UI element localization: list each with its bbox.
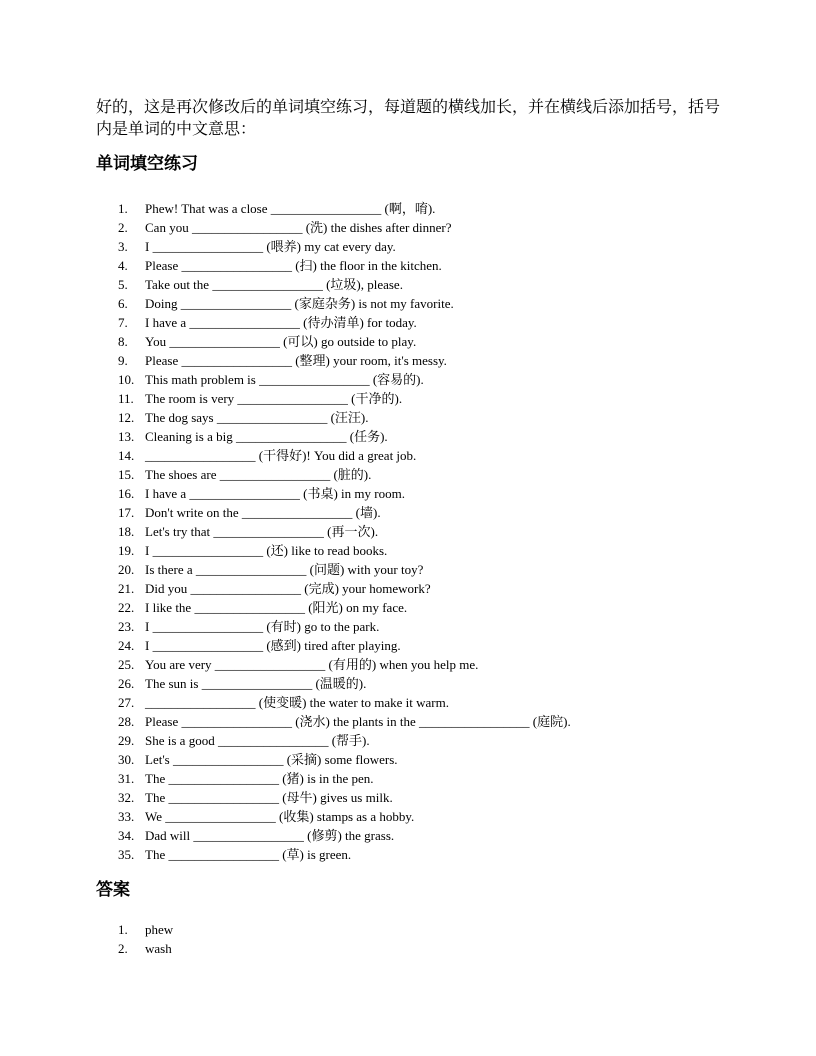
item-text: Can you _________________ (洗) the dishes after dinner? — [145, 220, 452, 235]
item-number: 7. — [118, 315, 128, 330]
item-number: 22. — [118, 600, 135, 615]
item-text: wash — [145, 941, 172, 956]
item-text: Please _________________ (扫) the floor in the kitchen. — [145, 258, 442, 273]
question-item — [96, 674, 728, 693]
item-text: I have a _________________ (待办清单) for today. — [145, 315, 417, 330]
item-number: 33. — [118, 809, 135, 824]
item-number: 31. — [118, 771, 135, 786]
question-item — [96, 370, 728, 389]
item-number: 1. — [118, 201, 128, 216]
question-item — [96, 579, 728, 598]
item-text: Dad will _________________ (修剪) the grass. — [145, 828, 395, 843]
question-item — [96, 750, 728, 769]
item-text: Did you _________________ (完成) your homework? — [145, 581, 431, 596]
item-number: 9. — [118, 353, 128, 368]
item-number: 2. — [118, 941, 128, 956]
item-number: 17. — [118, 505, 135, 520]
answer-item — [96, 920, 728, 939]
item-number: 12. — [118, 410, 135, 425]
question-item — [96, 655, 728, 674]
question-item — [96, 218, 728, 237]
item-number: 2. — [118, 220, 128, 235]
question-item — [96, 351, 728, 370]
item-text: This math problem is _________________ (容易的). — [145, 372, 424, 387]
item-number: 30. — [118, 752, 135, 767]
item-number: 3. — [118, 239, 128, 254]
question-item — [96, 560, 728, 579]
item-number: 11. — [118, 391, 134, 406]
item-text: Phew! That was a close _________________ (啊，唷). — [145, 201, 436, 216]
item-text: Please _________________ (整理) your room, it's messy. — [145, 353, 447, 368]
item-text: The shoes are _________________ (脏的). — [145, 467, 372, 482]
item-number: 26. — [118, 676, 135, 691]
item-text: The _________________ (母牛) gives us milk. — [145, 790, 393, 805]
question-item — [96, 693, 728, 712]
item-text: You _________________ (可以) go outside to play. — [145, 334, 417, 349]
question-item — [96, 826, 728, 845]
item-text: The sun is _________________ (温暖的). — [145, 676, 367, 691]
question-item — [96, 446, 728, 465]
item-text: The room is very _________________ (干净的). — [145, 391, 403, 406]
item-number: 5. — [118, 277, 128, 292]
item-number: 18. — [118, 524, 135, 539]
item-text: I _________________ (还) like to read books. — [145, 543, 388, 558]
exercise-title: 单词填空练习 — [96, 154, 198, 173]
item-text: Please _________________ (浇水) the plants in the _________________ (庭院). — [145, 714, 571, 729]
item-number: 15. — [118, 467, 135, 482]
item-number: 24. — [118, 638, 135, 653]
intro-paragraph: 好的，这是再次修改后的单词填空练习，每道题的横线加长，并在横线后添加括号，括号内是单词的中文意思： — [96, 99, 721, 138]
question-item — [96, 294, 728, 313]
question-item — [96, 731, 728, 750]
question-item — [96, 484, 728, 503]
item-number: 19. — [118, 543, 135, 558]
question-item — [96, 845, 728, 864]
item-number: 13. — [118, 429, 135, 444]
item-text: She is a good _________________ (帮手). — [145, 733, 370, 748]
item-number: 16. — [118, 486, 135, 501]
answer-item — [96, 939, 728, 958]
question-item — [96, 275, 728, 294]
item-number: 4. — [118, 258, 128, 273]
item-text: _________________ (使变暖) the water to make it warm. — [145, 695, 449, 710]
question-item — [96, 617, 728, 636]
question-item — [96, 199, 728, 218]
item-text: We _________________ (收集) stamps as a hobby. — [145, 809, 415, 824]
item-text: Don't write on the _________________ (墙). — [145, 505, 381, 520]
item-number: 34. — [118, 828, 135, 843]
question-item — [96, 712, 728, 731]
item-number: 27. — [118, 695, 135, 710]
item-text: I _________________ (感到) tired after playing. — [145, 638, 401, 653]
item-number: 28. — [118, 714, 135, 729]
item-number: 35. — [118, 847, 135, 862]
question-item — [96, 503, 728, 522]
question-item — [96, 522, 728, 541]
item-text: I _________________ (有时) go to the park. — [145, 619, 380, 634]
item-number: 8. — [118, 334, 128, 349]
item-text: I _________________ (喂养) my cat every day. — [145, 239, 396, 254]
question-item — [96, 636, 728, 655]
item-text: The _________________ (猪) is in the pen. — [145, 771, 374, 786]
item-text: Take out the _________________ (垃圾), please. — [145, 277, 403, 292]
item-text: Is there a _________________ (问题) with your toy? — [145, 562, 424, 577]
item-text: Doing _________________ (家庭杂务) is not my favorite. — [145, 296, 454, 311]
item-text: _________________ (干得好)! You did a great job. — [145, 448, 417, 463]
question-item — [96, 465, 728, 484]
item-number: 1. — [118, 922, 128, 937]
question-item — [96, 598, 728, 617]
item-text: phew — [145, 922, 174, 937]
item-number: 10. — [118, 372, 135, 387]
item-number: 29. — [118, 733, 135, 748]
item-number: 20. — [118, 562, 135, 577]
question-item — [96, 389, 728, 408]
item-number: 14. — [118, 448, 135, 463]
item-text: You are very _________________ (有用的) when you help me. — [145, 657, 479, 672]
item-text: Let's try that _________________ (再一次). — [145, 524, 379, 539]
question-item — [96, 313, 728, 332]
item-number: 23. — [118, 619, 135, 634]
item-text: I like the _________________ (阳光) on my face. — [145, 600, 408, 615]
answer-list — [96, 920, 728, 958]
item-number: 32. — [118, 790, 135, 805]
question-item — [96, 408, 728, 427]
question-item — [96, 256, 728, 275]
item-text: Let's _________________ (采摘) some flowers. — [145, 752, 398, 767]
item-text: The dog says _________________ (汪汪). — [145, 410, 369, 425]
answers-title: 答案 — [96, 880, 130, 899]
question-item — [96, 541, 728, 560]
question-list — [96, 199, 728, 864]
item-text: Cleaning is a big _________________ (任务). — [145, 429, 388, 444]
question-item — [96, 427, 728, 446]
item-text: I have a _________________ (书桌) in my room. — [145, 486, 405, 501]
question-item — [96, 769, 728, 788]
question-item — [96, 332, 728, 351]
question-item — [96, 788, 728, 807]
item-number: 21. — [118, 581, 135, 596]
item-text: The _________________ (草) is green. — [145, 847, 352, 862]
question-item — [96, 807, 728, 826]
item-number: 6. — [118, 296, 128, 311]
item-number: 25. — [118, 657, 135, 672]
question-item — [96, 237, 728, 256]
